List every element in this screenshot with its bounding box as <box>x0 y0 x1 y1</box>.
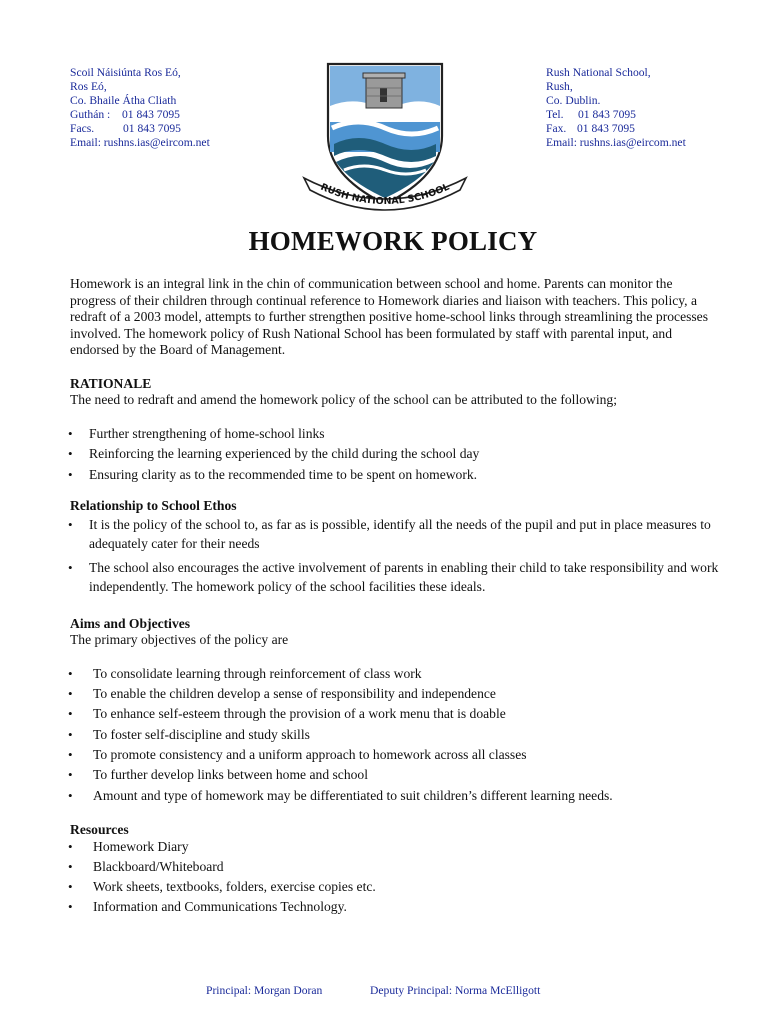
phone-line <box>546 108 686 122</box>
resources-list <box>70 839 720 916</box>
ethos-list <box>70 515 720 597</box>
email-line: Email: rushns.ias@eircom.net <box>546 136 686 149</box>
deputy-principal-name: Deputy Principal: Norma McElligott <box>370 984 541 997</box>
list-item: • Blackboard/Whiteboard <box>70 859 720 876</box>
aims-text: The primary objectives of the policy are <box>70 632 289 647</box>
rationale-list <box>70 426 720 484</box>
policy-body <box>70 276 720 920</box>
aims-list <box>70 666 720 805</box>
fax-line <box>546 122 686 136</box>
list-item: • To foster self-discipline and study skills <box>70 727 720 744</box>
list-item: • Homework Diary <box>70 839 720 856</box>
page-footer <box>206 984 540 997</box>
fax-number: 01 843 7095 <box>577 122 635 135</box>
fax-label: Fax. <box>546 122 567 135</box>
resources-heading: Resources <box>70 822 129 838</box>
rationale-text: The need to redraft and amend the homework policy of the school can be attributed to the following; <box>70 392 617 407</box>
list-item: • Ensuring clarity as to the recommended time to be spent on homework. <box>70 467 720 484</box>
address-line: Scoil Náisiúnta Ros Eó, <box>70 66 181 79</box>
fax-number: 01 843 7095 <box>123 122 181 135</box>
fax-label: Facs. <box>70 122 95 135</box>
phone-number: 01 843 7095 <box>122 108 180 121</box>
list-item: • To promote consistency and a uniform approach to homework across all classes <box>70 747 720 764</box>
address-line: Ros Eó, <box>70 80 107 93</box>
crest-graphic <box>300 58 470 216</box>
aims-heading: Aims and Objectives <box>70 615 191 631</box>
address-line: Co. Dublin. <box>546 94 601 107</box>
ethos-heading: Relationship to School Ethos <box>70 498 237 513</box>
list-item: • To consolidate learning through reinforcement of class work <box>70 666 720 683</box>
school-crest <box>300 58 470 216</box>
address-line: Rush National School, <box>546 66 651 79</box>
list-item: • Work sheets, textbooks, folders, exercise copies etc. <box>70 879 720 896</box>
principal-name: Principal: Morgan Doran <box>206 984 323 997</box>
crest-banner-text: RUSH NATIONAL SCHOOL <box>318 181 452 208</box>
phone-line <box>70 108 210 122</box>
phone-label: Guthán : <box>70 108 111 121</box>
list-item: • The school also encourages the active involvement of parents in enabling their child to take responsibility and work independently. The homework policy of the school facilities these ideals. <box>70 558 720 597</box>
address-line: Rush, <box>546 80 573 93</box>
english-address-block <box>546 66 686 150</box>
list-item: • Amount and type of homework may be differentiated to suit children’s different learning needs. <box>70 788 720 805</box>
list-item: • Information and Communications Technology. <box>70 899 720 916</box>
list-item: • To further develop links between home and school <box>70 767 720 784</box>
intro-paragraph: Homework is an integral link in the chin of communication between school and home. Parents can monitor the progress of their children through continual reference to Homework diaries and liaison with teachers. This policy, a redraft of a 2003 model, attempts to further strengthen positive home-school links through streamlining the processes involved. The homework policy of Rush National School has been formulated by staff with parental input, and endorsed by the Board of Management. <box>70 276 709 357</box>
page-title: HOMEWORK POLICY <box>248 226 538 256</box>
address-line: Co. Bhaile Átha Cliath <box>70 94 177 107</box>
list-item: • To enhance self-esteem through the provision of a work menu that is doable <box>70 706 720 723</box>
list-item: • Reinforcing the learning experienced by the child during the school day <box>70 446 720 463</box>
email-line: Email: rushns.ias@eircom.net <box>70 136 210 149</box>
phone-label: Tel. <box>546 108 564 121</box>
irish-address-block <box>70 66 210 150</box>
list-item: • To enable the children develop a sense of responsibility and independence <box>70 686 720 703</box>
list-item: • It is the policy of the school to, as far as is possible, identify all the needs of the pupil and put in place measures to adequately cater for their needs <box>70 515 720 554</box>
list-item: • Further strengthening of home-school links <box>70 426 720 443</box>
phone-number: 01 843 7095 <box>578 108 636 121</box>
fax-line <box>70 122 210 136</box>
rationale-heading: RATIONALE <box>70 375 152 391</box>
